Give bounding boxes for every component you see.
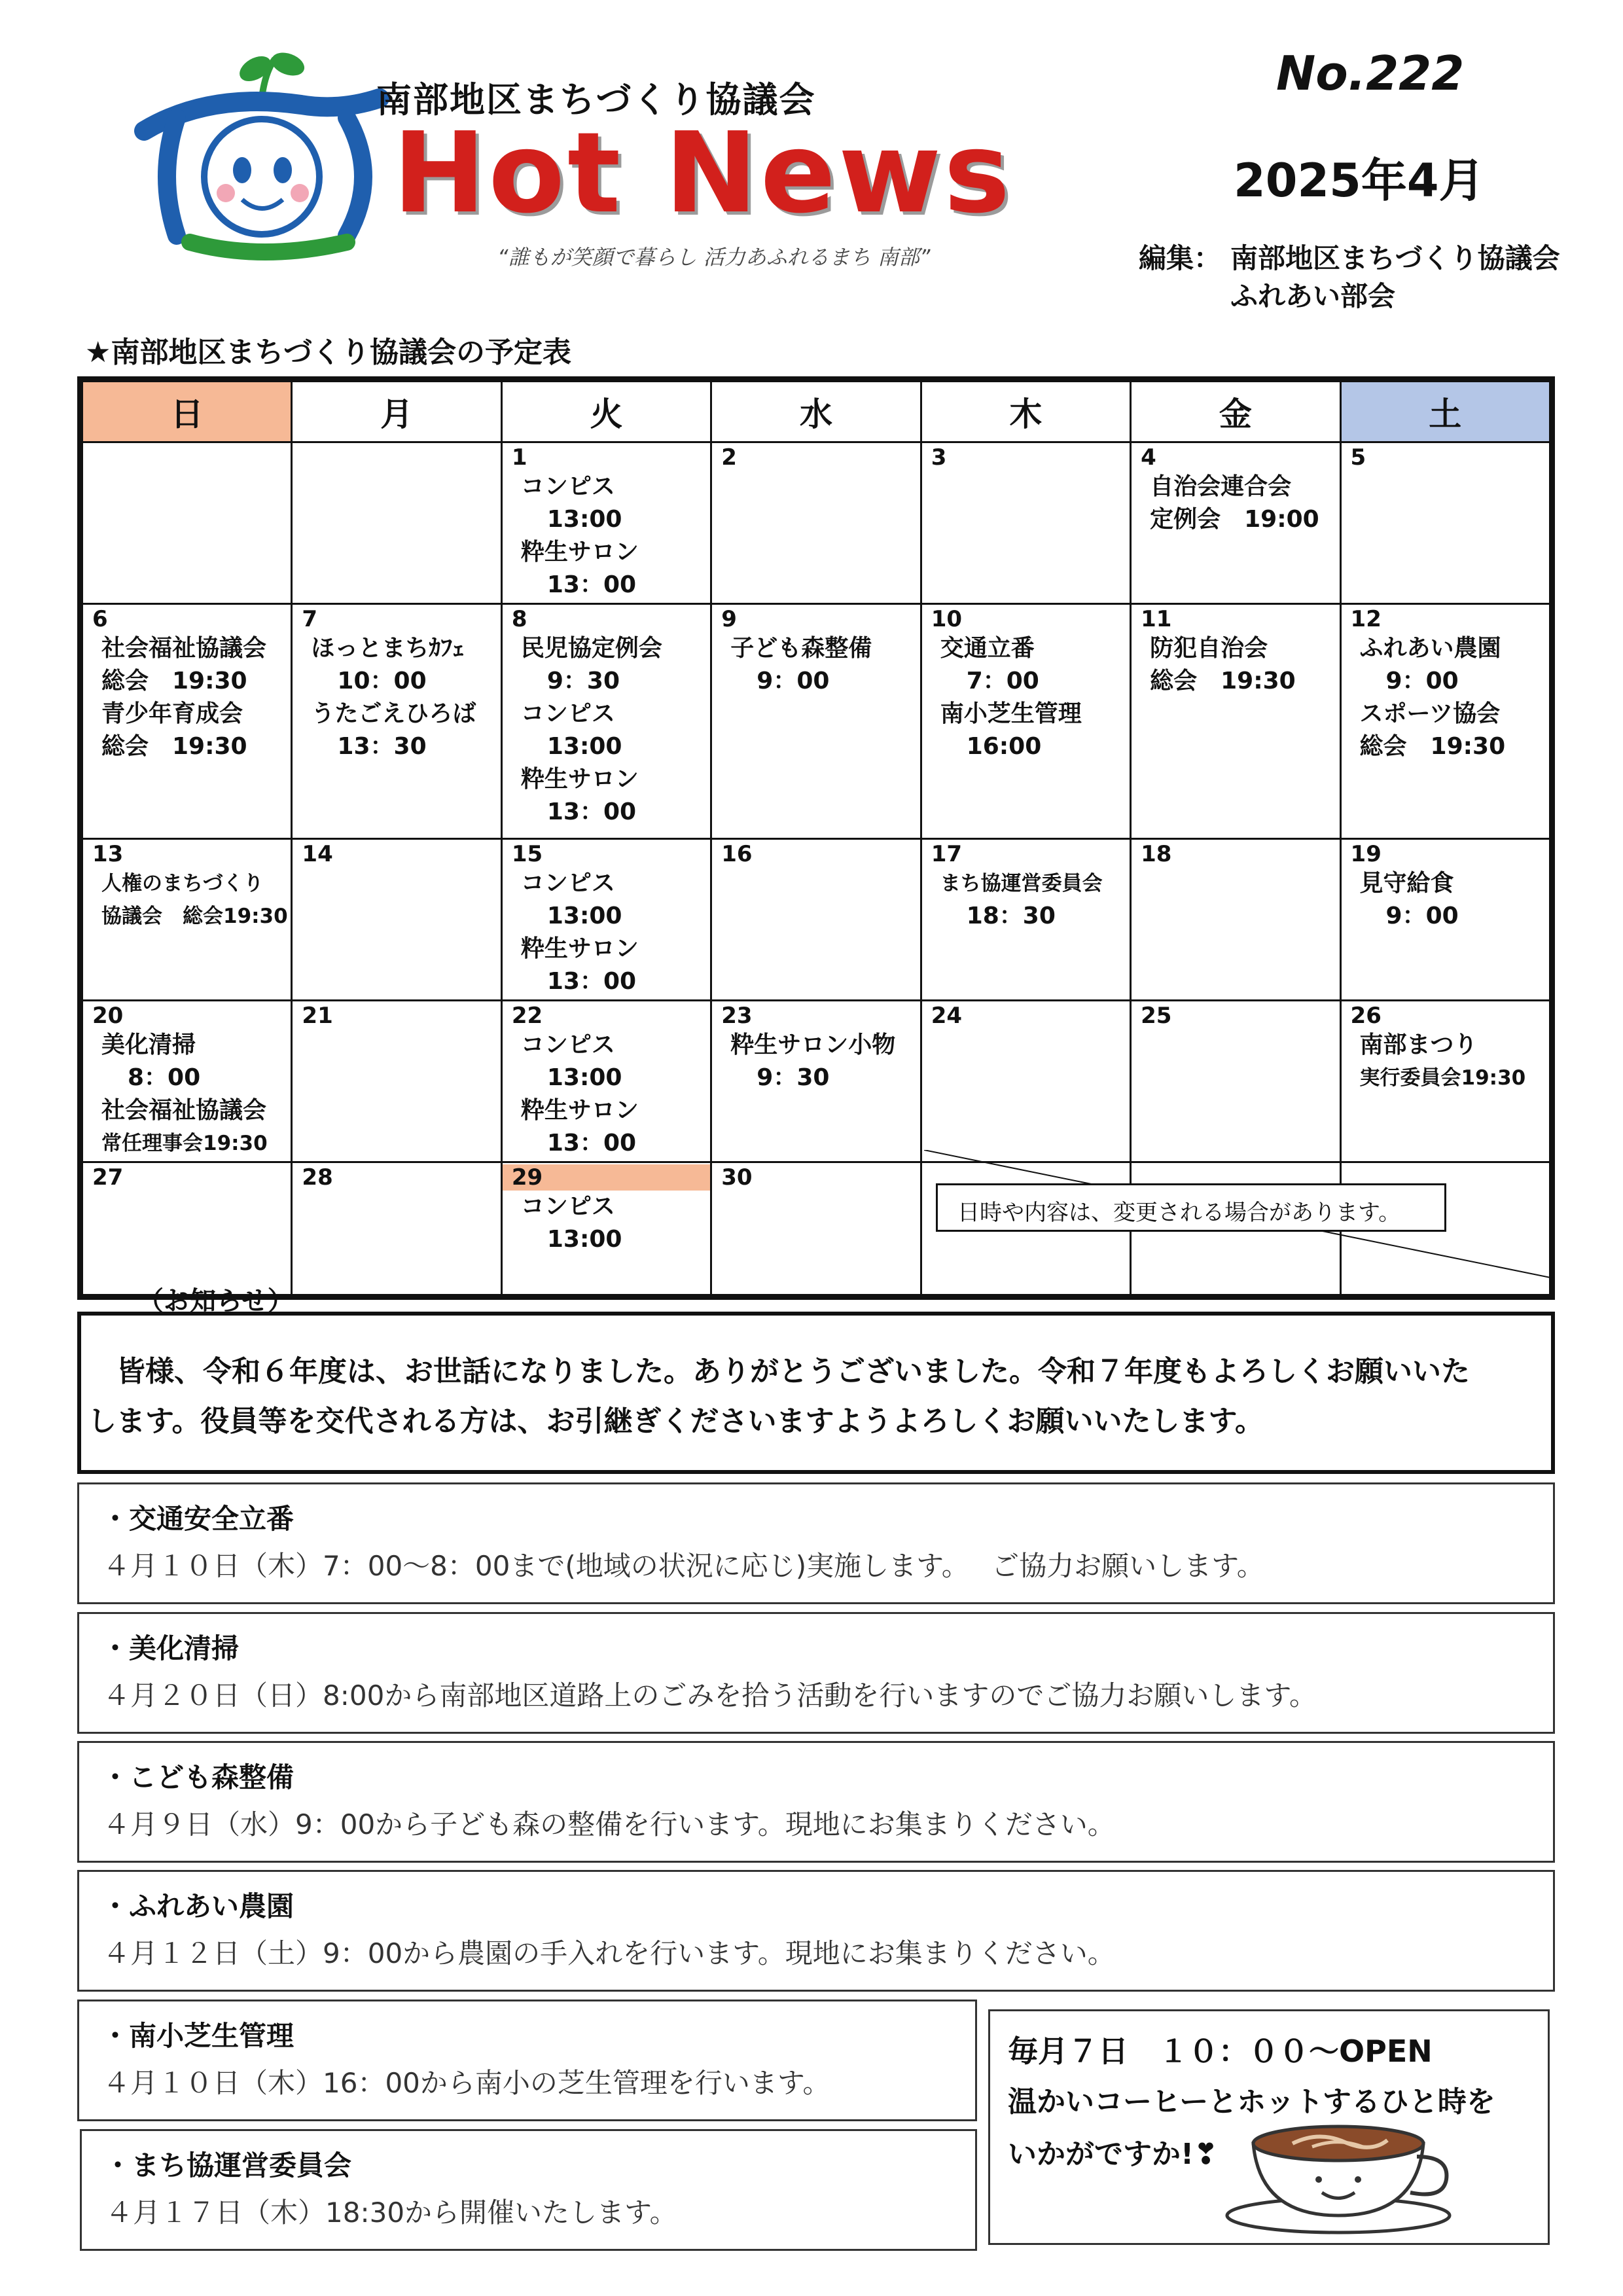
calendar-event: 18：30: [966, 903, 1056, 929]
editor-dept: ふれあい部会: [1230, 280, 1396, 312]
calendar-event: 13：00: [546, 571, 637, 598]
cafe-question: いかがですか!❣: [1008, 2138, 1218, 2171]
change-notice: 日時や内容は、変更される場合があります。: [936, 1183, 1446, 1232]
info-box-traffic: [77, 1482, 1555, 1604]
calendar-event: 13：00: [546, 968, 637, 995]
calendar-event: 13:00: [546, 1064, 622, 1091]
issue-date: 2025年4月: [1234, 154, 1485, 207]
calendar-day-cell: [921, 839, 1130, 1001]
day-number: 5: [1350, 444, 1366, 471]
calendar-day-cell: [82, 442, 292, 604]
info-title: ・美化清掃: [101, 1632, 240, 1664]
day-number: 28: [302, 1164, 333, 1191]
calendar-day-cell: [711, 839, 921, 1001]
calendar-day-cell: [501, 604, 711, 839]
calendar-event: 実行委員会19:30: [1359, 1066, 1526, 1090]
calendar-day-cell: [1340, 839, 1550, 1001]
info-title: ・交通安全立番: [101, 1503, 294, 1535]
calendar-event: ほっとまちｶﾌｪ: [311, 635, 465, 662]
day-number: 14: [302, 841, 333, 867]
weekday-header: 月: [292, 382, 501, 442]
info-body: ４月１０日（木）7：00～8：00まで(地域の状況に応じ)実施します。 ご協力お願いします。: [103, 1550, 1264, 1582]
notice-line: 皆様、令和６年度は、お世話になりました。ありがとうございました。令和７年度もよろしくお願いいた: [88, 1355, 1470, 1388]
calendar-event: コンピス: [520, 1193, 615, 1220]
calendar-event: 青少年育成会: [101, 700, 243, 727]
day-number: 25: [1141, 1003, 1172, 1029]
calendar-event: 13：00: [546, 1130, 637, 1157]
day-number: 19: [1350, 841, 1382, 867]
calendar-event: まち協運営委員会: [940, 872, 1103, 895]
weekday-header: 木: [921, 382, 1130, 442]
calendar-event: 13:00: [546, 733, 622, 760]
calendar-event: 社会福祉協議会: [101, 635, 267, 662]
calendar-event: 定例会 19:00: [1150, 506, 1319, 533]
calendar-event: 人権のまちづくり: [101, 872, 264, 895]
calendar-event: 粋生サロン: [520, 539, 639, 565]
calendar-event: 協議会 総会19:30: [101, 905, 288, 928]
calendar-week-row: [82, 1001, 1550, 1162]
calendar-event: 9：00: [757, 668, 830, 694]
calendar-day-cell: [292, 442, 501, 604]
slogan: “誰もが笑顔で暮らし 活力あふれるまち 南部”: [497, 245, 931, 270]
main-notice: [77, 1312, 1555, 1474]
day-number: 3: [931, 444, 947, 471]
day-number: 4: [1141, 444, 1156, 471]
calendar-event: 粋生サロン: [520, 935, 639, 962]
day-number: 1: [511, 444, 527, 471]
calendar-event: 見守給食: [1359, 870, 1454, 897]
calendar-event: 13：00: [546, 798, 637, 825]
calendar-day-cell: [711, 442, 921, 604]
info-box-forest: [77, 1741, 1555, 1863]
calendar-event: スポーツ協会: [1359, 700, 1501, 727]
day-number: 9: [721, 606, 737, 632]
info-body: ４月１０日（木）16：00から南小の芝生管理を行います。: [103, 2067, 830, 2099]
day-number: 20: [92, 1003, 124, 1029]
calendar-day-cell: [1340, 1001, 1550, 1162]
calendar-event: 粋生サロン: [520, 1097, 639, 1124]
info-body: ４月９日（水）9：00から子ども森の整備を行います。現地にお集まりください。: [103, 1808, 1115, 1840]
calendar-day-cell: [1131, 604, 1340, 839]
calendar-day-cell: [82, 1001, 292, 1162]
calendar-event: 総会 19:30: [1359, 733, 1506, 760]
calendar-event: 交通立番: [940, 635, 1035, 662]
day-number: 22: [511, 1003, 543, 1029]
calendar-event: 7：00: [966, 668, 1039, 694]
calendar-event: 13：30: [337, 733, 427, 760]
info-title: ・南小芝生管理: [101, 2020, 294, 2052]
calendar-event: 16:00: [966, 733, 1042, 760]
day-number: 24: [931, 1003, 963, 1029]
coffee-cup-icon: [1221, 2117, 1456, 2235]
day-number: 15: [511, 841, 543, 867]
calendar-day-cell: [921, 1001, 1130, 1162]
calendar-event: 常任理事会19:30: [101, 1132, 268, 1155]
weekday-header: 金: [1131, 382, 1340, 442]
calendar-event: 子ども森整備: [730, 635, 872, 662]
info-body: ４月１２日（土）9：00から農園の手入れを行います。現地にお集まりください。: [103, 1937, 1115, 1969]
calendar-day-cell: [292, 604, 501, 839]
calendar-event: 8：00: [128, 1064, 201, 1091]
day-number: 12: [1350, 606, 1382, 632]
calendar-event: 13:00: [546, 1226, 622, 1253]
calendar-event: 社会福祉協議会: [101, 1097, 267, 1124]
calendar-day-cell: [501, 1001, 711, 1162]
calendar-day-cell: [82, 1162, 292, 1295]
calendar-event: 美化清掃: [101, 1031, 196, 1058]
calendar-day-cell: [711, 1162, 921, 1295]
issue-number: No.222: [1276, 46, 1465, 101]
calendar-day-cell: [921, 442, 1130, 604]
day-number: 2: [721, 444, 737, 471]
day-number: 10: [931, 606, 963, 632]
day-number: 17: [931, 841, 963, 867]
calendar-day-cell: [501, 1162, 711, 1295]
day-number: 27: [92, 1164, 124, 1191]
day-number: 13: [92, 841, 124, 867]
calendar-event: ふれあい農園: [1359, 635, 1501, 662]
info-title: ・ふれあい農園: [101, 1890, 294, 1922]
calendar-day-cell: [82, 604, 292, 839]
calendar-event: コンピス: [520, 700, 615, 727]
calendar-day-cell: [82, 839, 292, 1001]
info-box-farm: [77, 1870, 1555, 1992]
weekday-header: 土: [1340, 382, 1550, 442]
weekday-header: 火: [501, 382, 711, 442]
calendar-event: 自治会連合会: [1150, 473, 1292, 500]
org-name: 南部地区まちづくり協議会: [376, 79, 816, 120]
calendar-event: 粋生サロン小物: [730, 1031, 896, 1058]
info-box-cleanup: [77, 1612, 1555, 1734]
info-title: ・こども森整備: [101, 1761, 294, 1793]
calendar-day-cell: [921, 604, 1130, 839]
calendar-event: 南部まつり: [1359, 1031, 1478, 1058]
calendar-day-cell: [292, 839, 501, 1001]
calendar-day-cell: [292, 1162, 501, 1295]
calendar-event: コンピス: [520, 473, 615, 500]
calendar-event: 総会 19:30: [1150, 668, 1296, 694]
calendar-day-cell: [1131, 1001, 1340, 1162]
calendar-event: 9：00: [1385, 668, 1459, 694]
day-number: 29: [503, 1164, 710, 1191]
calendar-day-cell: [1131, 442, 1340, 604]
weekday-header: 水: [711, 382, 921, 442]
day-number: 16: [721, 841, 753, 867]
day-number: 8: [511, 606, 527, 632]
calendar-event: 10：00: [337, 668, 427, 694]
calendar-event: 13:00: [546, 506, 622, 533]
calendar-day-cell: [501, 839, 711, 1001]
day-number: 6: [92, 606, 108, 632]
calendar-event: 民児協定例会: [520, 635, 662, 662]
info-title: ・まち協運営委員会: [104, 2149, 352, 2181]
weekday-header-row: [82, 382, 1550, 442]
day-number: 18: [1141, 841, 1172, 867]
calendar-day-cell: [501, 442, 711, 604]
calendar-event: 9：30: [757, 1064, 830, 1091]
calendar-event: うたごえひろば: [311, 700, 476, 727]
calendar-event: コンピス: [520, 1031, 615, 1058]
calendar-week-row: [82, 839, 1550, 1001]
calendar-event: 総会 19:30: [101, 733, 247, 760]
notice-label: （お知らせ）: [137, 1286, 294, 1316]
calendar-event: 防犯自治会: [1150, 635, 1268, 662]
newsletter-title: Hot News: [393, 109, 1013, 238]
nanbu-mascot-logo-icon: [131, 46, 406, 262]
calendar-day-cell: [1340, 442, 1550, 604]
editor-label: 編集：: [1139, 242, 1222, 274]
cafe-schedule: 毎月７日 １０：００～OPEN: [1008, 2034, 1433, 2069]
calendar-day-cell: [1340, 604, 1550, 839]
calendar-day-cell: [1131, 839, 1340, 1001]
day-number: 30: [721, 1164, 753, 1191]
calendar-day-cell: [292, 1001, 501, 1162]
calendar-event: 13:00: [546, 903, 622, 929]
info-body: ４月１７日（木）18:30から開催いたします。: [105, 2197, 677, 2229]
notice-line: します。役員等を交代される方は、お引継ぎくださいますようよろしくお願いいたします。: [88, 1405, 1264, 1438]
info-body: ４月２０日（日）8:00から南部地区道路上のごみを拾う活動を行いますのでご協力お願いします。: [103, 1679, 1317, 1712]
calendar-event: コンピス: [520, 870, 615, 897]
day-number: 7: [302, 606, 318, 632]
calendar-week-row: [82, 604, 1550, 839]
info-box-committee: [80, 2129, 977, 2251]
day-number: 26: [1350, 1003, 1382, 1029]
editor-org: 南部地区まちづくり協議会: [1230, 242, 1560, 274]
calendar-event: 総会 19:30: [101, 668, 247, 694]
calendar-event: 9：00: [1385, 903, 1459, 929]
day-number: 21: [302, 1003, 333, 1029]
calendar-day-cell: [711, 604, 921, 839]
calendar-event: 9：30: [546, 668, 620, 694]
calendar-week-row: [82, 442, 1550, 604]
calendar-event: 南小芝生管理: [940, 700, 1082, 727]
calendar-day-cell: [711, 1001, 921, 1162]
cafe-message: 温かいコーヒーとホットするひと時を: [1008, 2085, 1495, 2119]
day-number: 23: [721, 1003, 753, 1029]
weekday-header: 日: [82, 382, 292, 442]
calendar-event: 粋生サロン: [520, 766, 639, 793]
info-box-lawn: [77, 2000, 977, 2121]
schedule-title: ★南部地区まちづくり協議会の予定表: [85, 336, 572, 369]
day-number: 11: [1141, 606, 1172, 632]
